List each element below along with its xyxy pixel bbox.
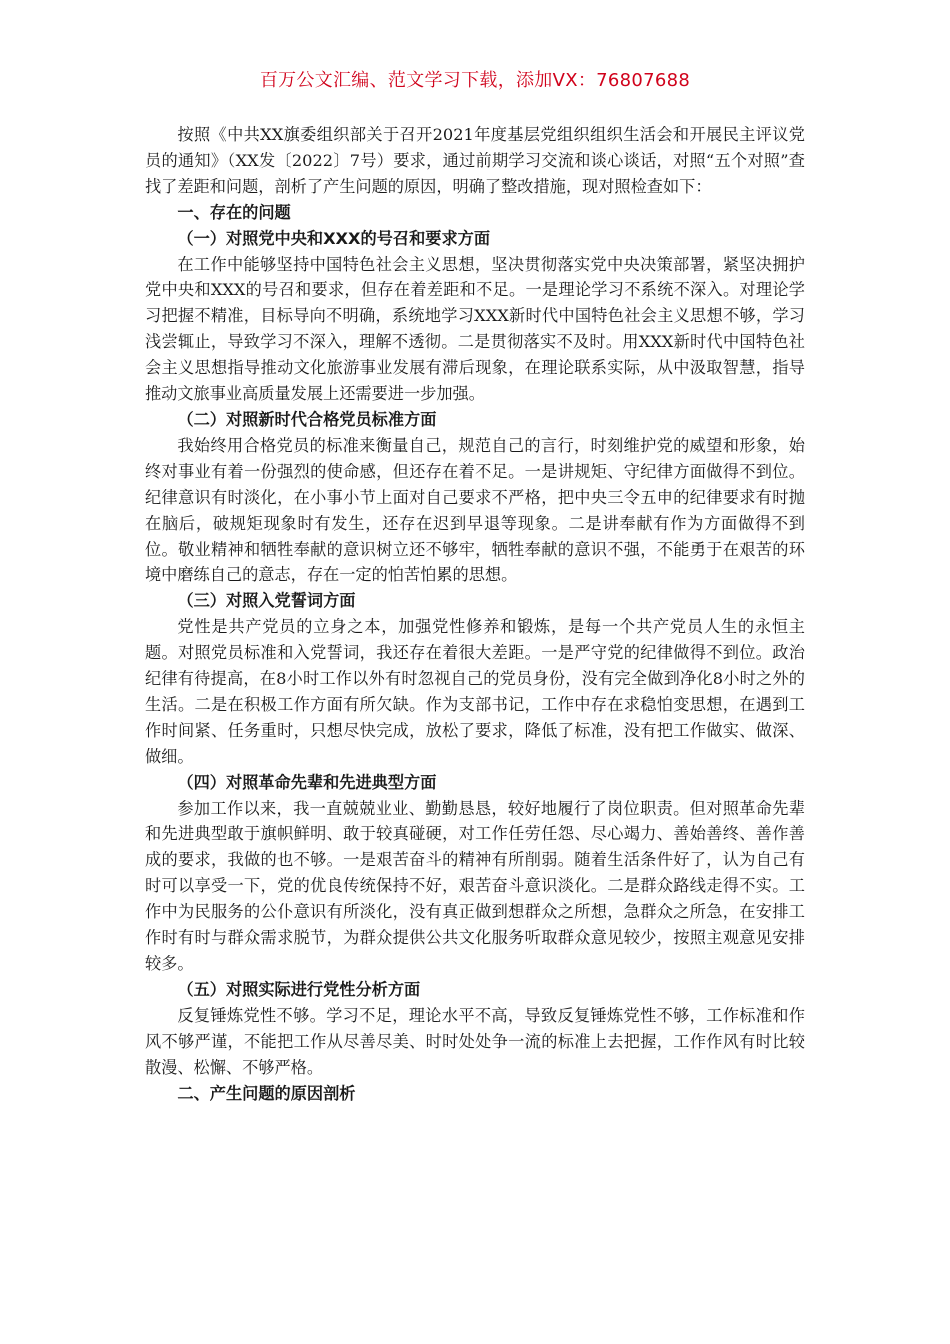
subsection-paragraph-2: 我始终用合格党员的标准来衡量自己，规范自己的言行，时刻维护党的威望和形象，始终对事业有着一份强烈的使命感，但还存在着不足。一是讲规矩、守纪律方面做得不到位。纪律意识有时淡化，在小事小节上面对自己要求不严格，把中央三令五申的纪律要求有时抛在脑后，破规矩现象时有发生，还存在迟到早退等现象。二是讲奉献有作为方面做得不到位。敬业精神和牺牲奉献的意识树立还不够牢，牺牲奉献的意识不强，不能勇于在艰苦的环境中磨练自己的意志，存在一定的怕苦怕累的思想。 bbox=[145, 435, 805, 585]
subsection-paragraph-4: 参加工作以来，我一直兢兢业业、勤勤恳恳，较好地履行了岗位职责。但对照革命先辈和先进典型敢于旗帜鲜明、敢于较真碰硬，对工作任劳任怨、尽心竭力、善始善终、善作善成的要求，我做的也不够。一是艰苦奋斗的精神有所削弱。随着生活条件好了，认为自己有时可以享受一下，党的优良传统保持不好，艰苦奋斗意识淡化。二是群众路线走得不实。工作中为民服务的公仆意识有所淡化，没有真正做到想群众之所想，急群众之所急，在安排工作时有时与群众需求脱节，为群众提供公共文化服务听取群众意见较少，按照主观意见安排较多。 bbox=[145, 798, 805, 973]
subsection-paragraph-3: 党性是共产党员的立身之本，加强党性修养和锻炼，是每一个共产党员人生的永恒主题。对照党员标准和入党誓词，我还存在着很大差距。一是严守党的纪律做得不到位。政治纪律有待提高，在8小时工作以外有时忽视自己的党员身份，没有完全做到净化8小时之外的生活。二是在积极工作方面有所欠缺。作为支部书记，工作中存在求稳怕变思想，在遇到工作时间紧、任务重时，只想尽快完成，放松了要求，降低了标准，没有把工作做实、做深、做细。 bbox=[145, 617, 805, 766]
header-banner: 百万公文汇编、范文学习下载，添加VX：76807688 bbox=[259, 70, 691, 91]
section-heading-causes: 二、产生问题的原因剖析 bbox=[177, 1083, 356, 1103]
subsection-heading-4: （四）对照革命先辈和先进典型方面 bbox=[177, 772, 437, 792]
intro-paragraph: 按照《中共XX旗委组织部关于召开2021年度基层党组织组织生活会和开展民主评议党员的通知》（XX发〔2022〕7号）要求，通过前期学习交流和谈心谈话，对照“五个对照”查找了差距和问题，剖析了产生问题的原因，明确了整改措施，现对照检查如下： bbox=[145, 125, 805, 196]
subsection-heading-2: （二）对照新时代合格党员标准方面 bbox=[177, 409, 437, 429]
section-heading-problems: 一、存在的问题 bbox=[177, 202, 291, 222]
subsection-paragraph-5: 反复锤炼党性不够。学习不足，理论水平不高，导致反复锤炼党性不够，工作标准和作风不够严谨，不能把工作从尽善尽美、时时处处争一流的标准上去把握，工作作风有时比较散漫、松懈、不够严格。 bbox=[145, 1005, 805, 1077]
subsection-heading-3: （三）对照入党誓词方面 bbox=[177, 591, 356, 611]
subsection-paragraph-1: 在工作中能够坚持中国特色社会主义思想，坚决贯彻落实党中央决策部署，紧坚决拥护党中央和XXX的号召和要求，但存在着差距和不足。一是理论学习不系统不深入。对理论学习把握不精准，目标导向不明确，系统地学习XXX新时代中国特色社会主义思想不够，学习浅尝辄止，导致学习不深入，理解不透彻。二是贯彻落实不及时。用XXX新时代中国特色社会主义思想指导推动文化旅游事业发展有滞后现象，在理论联系实际，从中汲取智慧，指导推动文旅事业高质量发展上还需要进一步加强。 bbox=[145, 254, 805, 404]
subsection-heading-1: （一）对照党中央和XXX的号召和要求方面 bbox=[177, 228, 491, 248]
document-body bbox=[145, 122, 805, 1106]
subsection-heading-5: （五）对照实际进行党性分析方面 bbox=[177, 979, 421, 999]
